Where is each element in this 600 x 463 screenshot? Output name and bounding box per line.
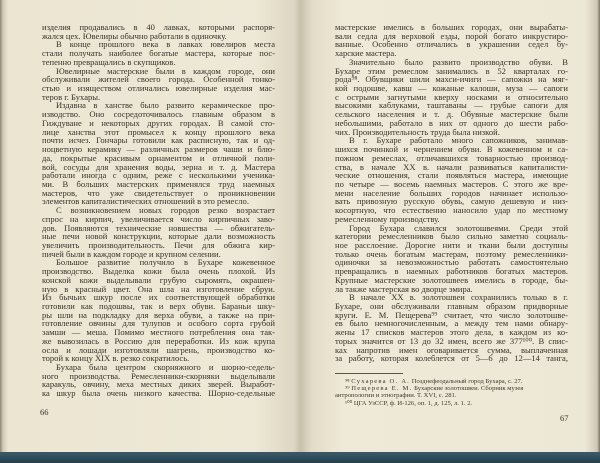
right-page-body — [335, 23, 568, 363]
text-line: ремесленному производству. — [335, 213, 440, 224]
text-line: Крупные мастерские золотошвеев имелись в городе, бы- — [335, 274, 568, 285]
text-line: каракуль, овчину, меха местных диких зверей. Выработ- — [42, 379, 275, 390]
footnote-number: ¹⁰⁰ — [345, 399, 353, 407]
text-line: вой, сосуды для хранения воды, зерна и т. д. Мастера — [42, 161, 275, 172]
text-line: превращались в наемных работников богатых мастеров. — [335, 266, 568, 277]
text-line: торой к концу XIX в. резко сократилось. — [42, 353, 190, 364]
text-line: чих. Производительность труда была низкой. — [335, 126, 500, 137]
footnote-continuation: антропологии и этнографии. Т. XVI, с. 281. — [335, 392, 457, 400]
text-line: вали седла для верховой езды, порой богато инкрустиро- — [335, 30, 568, 41]
footnote-text: Бухарские золотошвеи. Сборник музея — [414, 385, 524, 393]
text-line: Город Бухара славился золотошвеями. Среди этой — [349, 222, 568, 233]
text-line: Ювелирные мастерские были в каждом городе, они — [56, 65, 275, 76]
text-line: В начале XX в. золотошвеи сохранились только в г. — [349, 292, 568, 303]
text-line: да, покрытые красивым орнаментом и отличной поли- — [42, 152, 275, 163]
footnote — [335, 385, 567, 392]
text-line: ев было немногочисленным, а между тем нами обнару- — [335, 318, 568, 329]
text-line: Гиждуване и некоторых других городах. В самой сто- — [42, 117, 275, 128]
paragraph — [42, 206, 275, 258]
text-line: увеличить производительность. Печи для обжига кир- — [42, 239, 275, 250]
text-line: же вывозилась в Россию для переработки. Из кож крупа — [42, 335, 275, 346]
text-line: ческие отношения, стали появляться мастера, имеющие — [335, 170, 568, 181]
text-line: только очень богатым мастерам, поэтому ремесленники- — [335, 248, 568, 259]
text-line: конской кожи выделывали грубую сыромять, окрашен- — [42, 274, 275, 285]
paragraph — [42, 258, 275, 363]
footnote-divider — [335, 373, 403, 374]
text-line: Издавна в ханстве было развито керамическое про- — [56, 100, 275, 111]
text-line: почти исчез. Гончары готовили как расписную, так и од- — [42, 135, 275, 146]
text-line: рода⁹⁸. Обувщики шили махси-ичиги — сапожки на мяг- — [335, 74, 568, 85]
text-line: лице ханства этот промысел к концу прошлого века — [42, 126, 275, 137]
text-line: дов. Появляются технические новшества — обжигатель- — [42, 222, 275, 233]
footnotes — [335, 378, 567, 407]
text-line: Большое развитие получило в Бухаре кожевенное — [56, 257, 275, 268]
text-line: ка шкур была очень низкого качества. Шорно-седельные — [42, 388, 275, 399]
text-line: производство. Выделка кожи была очень плохой. Из — [42, 266, 275, 277]
text-line: В г. Бухаре работало много сапожников, занимав- — [349, 135, 568, 146]
text-line: кой подошве, кавш — кожаные калоши, муза — сапоги — [335, 83, 568, 94]
text-line: Бухара была центром скорняжного и шорно-седель- — [56, 362, 275, 373]
text-line: сельского населения и т. д. Обувные мастерские были — [335, 109, 568, 120]
text-line: ное расслоение. Дорогие нити и ткани были доступны — [335, 239, 568, 250]
text-line: вать привозную русскую обувь, самую дешевую и низ- — [335, 196, 568, 207]
footnote-number: ⁹⁹ — [345, 385, 350, 393]
text-line: ную в красный цвет. Она шла на изготовление сбруи. — [42, 283, 275, 294]
text-line: В конце прошлого века в лавках ювелиров места — [56, 39, 275, 50]
text-line: ках напротив имен оговаривается сумма, выплаченная — [335, 344, 568, 355]
text-line: ного производства. Ремесленники-скорняки выделывали — [42, 370, 275, 381]
text-line: одиночки за невозможностью работать самостоятельно — [335, 257, 568, 268]
text-line: Бухаре, они обслуживали главным образом придворные — [335, 301, 568, 311]
text-line: С возникновением новых городов резко возрастает — [56, 205, 275, 216]
text-line: мени население больших городов начинает использо- — [335, 187, 568, 198]
text-line: ные печи новой конструкции, которые дали возможность — [42, 231, 275, 242]
text-line: категории ремесленников было сильно заметно социаль- — [335, 231, 568, 242]
paragraph — [335, 224, 568, 294]
text-line: стью и изяществом отличались ювелирные изделия мас- — [42, 83, 275, 94]
paragraph — [42, 101, 275, 206]
text-line: ноцветную керамику — различных размеров чаши и блю- — [42, 144, 275, 155]
paragraph — [335, 23, 568, 58]
text-line: по четыре — восемь наемных мастеров. С этого же вре- — [335, 178, 568, 189]
paragraph — [335, 293, 568, 363]
paragraph — [42, 67, 275, 102]
text-line: готовление овчины для тулупов и особого сорта грубой — [42, 318, 275, 329]
text-line: обслуживали жителей своего города. Особенной тонко- — [42, 74, 275, 85]
text-line: ванные. Особенно отличались в украшении седел бу- — [335, 39, 568, 50]
paragraph — [42, 363, 275, 398]
text-line: Значительно было развито производство обуви. В — [349, 56, 568, 67]
text-line: изделия продавались в 40 лавках, которыми распоря- — [42, 22, 275, 32]
text-line: торых значится от 13 до 32 имен, всего же 377¹⁰⁰. В спис- — [335, 335, 568, 346]
footnote-author: Сухарева О. А. — [351, 378, 411, 385]
footnote — [335, 400, 567, 407]
text-line: жены 17 списков мастеров этого дела, в каждом из ко- — [335, 327, 568, 338]
text-line: работали иногда с одним, реже с несколькими ученика- — [42, 170, 275, 181]
paragraph — [42, 40, 275, 66]
paragraph — [335, 136, 568, 223]
text-line: жался цех. Ювелиры обычно работали в одиночку. — [42, 30, 227, 41]
text-line: круги. Е. М. Пещерева⁹⁹ считает, что число золотошве- — [335, 309, 568, 320]
footnote — [335, 378, 567, 385]
text-line: пожном ремеслах, отличавшихся товарностью производ- — [335, 152, 568, 163]
text-line: ры шли на подкладку для верха обуви, а также на при- — [42, 309, 275, 320]
text-line: готовили как подошвы, так и верх обуви. Бараньи шку- — [42, 301, 275, 311]
text-line: с острыми загнутыми кверху носками и относительно — [335, 91, 568, 102]
text-line: ла также мастерская во дворце эмира. — [335, 283, 473, 294]
text-line: высокими каблуками, таштаваны — грубые сапоги для — [335, 100, 568, 111]
page-number-left: 66 — [40, 407, 49, 417]
text-line: замши — меша. Помимо местного потребления она так- — [42, 327, 275, 338]
table-surface — [0, 452, 600, 463]
text-line: шихся починкой и чернением обуви. В кожевенном и са- — [335, 144, 568, 155]
text-line: элементов капиталистических отношений в это ремесло. — [42, 196, 249, 207]
footnote-text: ЦГА УзССР, ф. И-126, оп. 1, д. 125, л. 1. 2. — [353, 399, 473, 407]
text-line: теров г. Бухары. — [42, 91, 101, 102]
paragraph — [335, 58, 568, 136]
text-line: спрос на кирпич, увеличивается число кирпичных заво- — [42, 213, 275, 224]
text-line: ства, в начале XX в. начали развиваться капиталисти- — [335, 161, 568, 172]
text-line: изводство. Оно сосредоточивалось главным образом в — [42, 109, 275, 120]
paragraph — [42, 23, 275, 40]
text-line: ми. В больших мастерских применялся труд наемных — [42, 178, 275, 189]
footnote-author: Пещерева Е. М. — [351, 385, 413, 393]
footnote-number: ⁹⁸ — [345, 378, 350, 385]
text-line: косортную, что естественно наносило удар по местному — [335, 205, 568, 216]
text-line: пичей были в каждом городе и крупном селении. — [42, 248, 221, 259]
right-page — [300, 0, 600, 452]
page-number-right: 67 — [560, 413, 569, 423]
text-line: небольшими, работало в них от одного до шести рабо- — [335, 117, 568, 128]
left-page — [0, 0, 300, 452]
text-line: харские мастера. — [335, 48, 397, 59]
text-line: мастерские имелись в больших городах, они вырабаты- — [335, 22, 568, 32]
text-line: тепенно превращались в скупщиков. — [42, 56, 176, 67]
footnote-text: Позднефеодальный город Бухара, с. 27. — [411, 378, 523, 385]
left-page-body — [42, 23, 275, 398]
text-line: Бухаре этим ремеслом занимались в 52 кварталах го- — [335, 65, 568, 76]
text-line: осла и лошади изготовляли шагрень, производство ко- — [42, 344, 275, 355]
text-line: стали получать наиболее богатые мастера, которые пос- — [42, 48, 275, 59]
text-line: за работу, которая колеблется от 5—6 до 12—14 танга, — [335, 353, 568, 364]
text-line: Из бычьих шкур после их соответствующей обработки — [42, 292, 275, 303]
text-line: мастеров, что уже свидетельствует о проникновении — [42, 187, 275, 198]
